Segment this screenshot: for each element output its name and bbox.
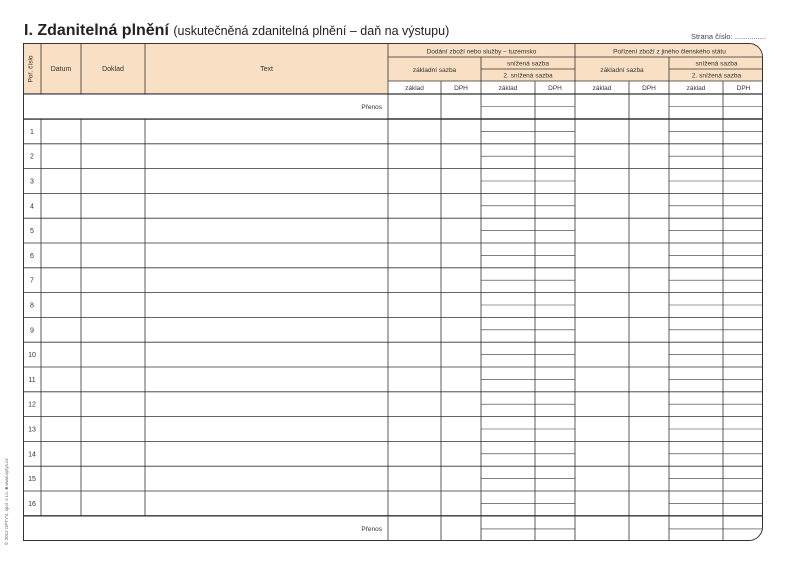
prenos-top-label: Přenos (361, 104, 382, 111)
ledger-table (23, 43, 763, 541)
publisher-note: © 2012 OPTYS, spol. s r.o. ■ www.optys.cz (4, 458, 9, 545)
row-number-6: 6 (30, 252, 34, 260)
title-subtitle: (uskutečněná zdanitelná plnění – daň na výstupu) (173, 24, 450, 38)
row-number-8: 8 (30, 302, 34, 310)
row-number-13: 13 (28, 426, 36, 434)
header-zaklad-4: základ (405, 85, 424, 92)
ledger-grid (24, 44, 763, 541)
header-zakladni-eu: základní sazba (600, 67, 644, 74)
header-zaklad-6: základ (498, 85, 518, 92)
header-snizena2-eu: 2. snížená sazba (691, 72, 742, 80)
row-number-4: 4 (30, 203, 34, 211)
header-dph-11: DPH (736, 85, 751, 92)
row-number-2: 2 (30, 153, 34, 161)
header-fill-left (24, 81, 388, 94)
row-number-16: 16 (28, 500, 36, 508)
row-number-12: 12 (28, 401, 36, 409)
row-number-1: 1 (30, 128, 34, 136)
header-text: Text (260, 66, 273, 73)
page-title (24, 22, 449, 40)
header-dph-9: DPH (642, 85, 656, 92)
row-number-15: 15 (28, 476, 36, 484)
header-datum: Datum (50, 66, 72, 73)
row-number-7: 7 (30, 277, 34, 285)
row-number-5: 5 (30, 228, 34, 236)
header-snizena2-domestic: 2. snížená sazba (503, 72, 553, 80)
header-poradi: Poř. číslo (27, 55, 35, 83)
header-zakladni-domestic: základní sazba (412, 67, 457, 74)
header-zaklad-8: základ (592, 85, 612, 92)
row-number-9: 9 (30, 327, 34, 335)
header-zaklad-10: základ (686, 85, 706, 92)
row-number-3: 3 (30, 178, 34, 186)
header-snizena-domestic: snížená sazba (507, 60, 549, 68)
header-dph-5: DPH (454, 85, 468, 92)
header-group-eu: Pořízení zboží z jiného členského státu (613, 48, 726, 56)
header-group-domestic: Dodání zboží nebo služby – tuzemsko (426, 48, 537, 56)
row-number-11: 11 (28, 376, 36, 384)
header-dph-7: DPH (548, 85, 562, 92)
row-number-14: 14 (28, 451, 36, 459)
header-doklad: Doklad (102, 66, 124, 73)
header-snizena-eu: snížená sazba (695, 60, 738, 68)
row-number-10: 10 (28, 352, 36, 360)
prenos-bottom-label: Přenos (361, 525, 382, 533)
title-bold: I. Zdanitelná plnění (24, 22, 169, 39)
page-number-label: Strana číslo: ............... (690, 32, 766, 41)
